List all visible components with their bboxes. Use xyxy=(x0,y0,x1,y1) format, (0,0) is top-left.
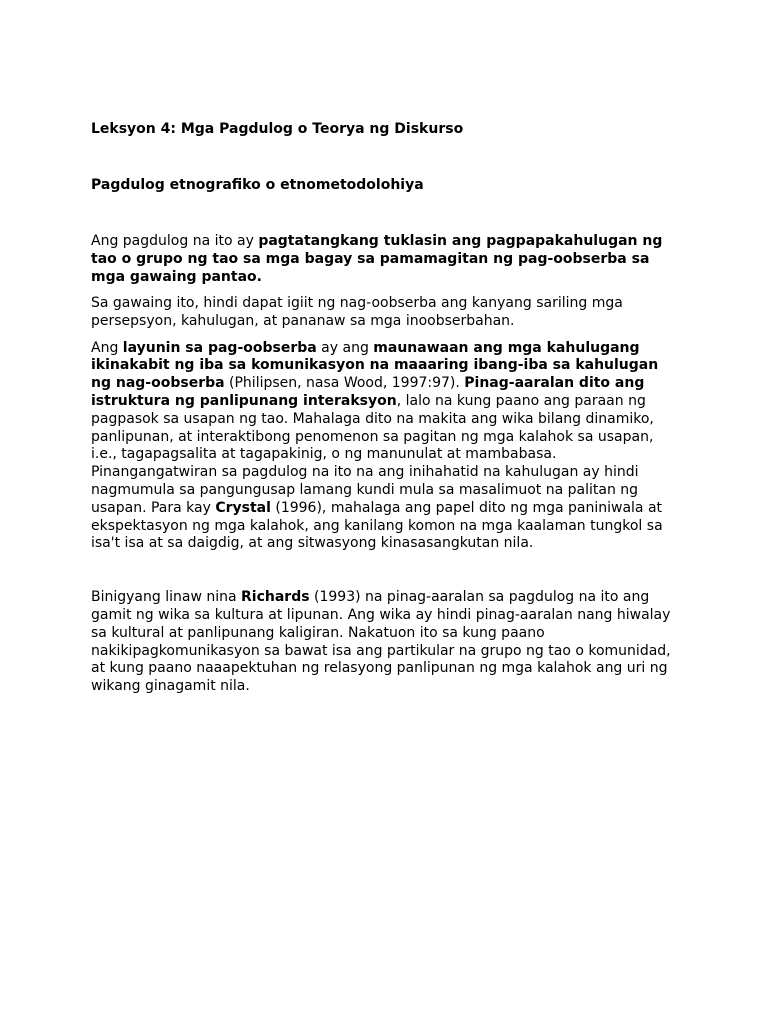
paragraph-bold-text: maunawaan ang mga kahulugang ikinakabit ng iba sa komunikasyon na maaaring ibang-iba sa kahulugan ng nag-oobserba xyxy=(91,339,659,392)
paragraph-text: Ang pagdulog na ito ay xyxy=(91,233,259,249)
paragraph-definition xyxy=(91,232,681,286)
paragraph-bold-text: Pinag-aaralan dito ang istruktura ng panlipunang interaksyon xyxy=(91,375,645,409)
paragraph-text: (1993) na pinag-aaralan sa pagdulog na ito ang gamit ng wika sa kultura at lipunan. Ang wika ay hindi pinag-aaralan nang hiwalay sa kultural at panlipunang kaligiran. Nakatuon ito sa kung paano nakikipagkomunikasyon sa bawat isa ang partikular na grupo ng tao o komunidad, at kung paano naaapektuhan ng relasyong panlipunan ng mga kalahok ang uri ng wikang ginagamit nila. xyxy=(91,589,671,695)
paragraph-text: Sa gawaing ito, hindi dapat igiit ng nag-oobserba ang kanyang sariling mga persepsyon, kahulugan, at pananaw sa mga inoobserbahan. xyxy=(91,295,623,329)
lesson-title: Leksyon 4: Mga Pagdulog o Teorya ng Diskurso xyxy=(91,121,464,137)
paragraph-objective xyxy=(91,340,681,554)
paragraph-text: Binigyang linaw nina xyxy=(91,589,242,606)
paragraph-bold-text: pagtatangkang tuklasin ang pagpapakahulugan ng tao o grupo ng tao sa mga bagay sa pamamagitan ng pag-oobserba sa mga gawaing pantao. xyxy=(91,233,663,285)
paragraph-text: , lalo na kung paano ang paraan ng pagpasok sa usapan ng tao. Mahalaga dito na makita ang wika bilang dinamiko, panlipunan, at interaktibong penomenon sa pagitan ng mga kalahok sa usapan, i.e., tagapagsalita at tagapakinig, o ng manunulat at mambabasa. Pinangangatwiran sa pagdulog na ito na ang inihahatid na kahulugan ay hindi nagmumula sa pangungusap lamang kundi mula sa masalimuot na palitan ng usapan. Para kay xyxy=(91,392,654,516)
paragraph-text: ay ang xyxy=(316,339,374,356)
paragraph-text: (1996), mahalaga ang papel dito ng mga paniniwala at ekspektasyon ng mga kalahok, ang kanilang komon na mga kaalaman tungkol sa isa't isa at sa daigdig, at ang sitwasyong kinasasangkutan nila. xyxy=(91,499,663,552)
paragraph-bold-text: Crystal xyxy=(215,499,271,516)
document-body xyxy=(91,120,681,696)
paragraph-observer-note xyxy=(91,295,681,331)
paragraph-text: Ang xyxy=(91,339,123,356)
section-heading: Pagdulog etnografiko o etnometodolohiya xyxy=(91,177,424,193)
paragraph-richards xyxy=(91,589,681,696)
paragraph-bold-text: Richards xyxy=(241,589,310,606)
paragraph-text: (Philipsen, nasa Wood, 1997:97). xyxy=(224,375,465,392)
paragraph-bold-text: layunin sa pag-oobserba xyxy=(122,339,317,356)
